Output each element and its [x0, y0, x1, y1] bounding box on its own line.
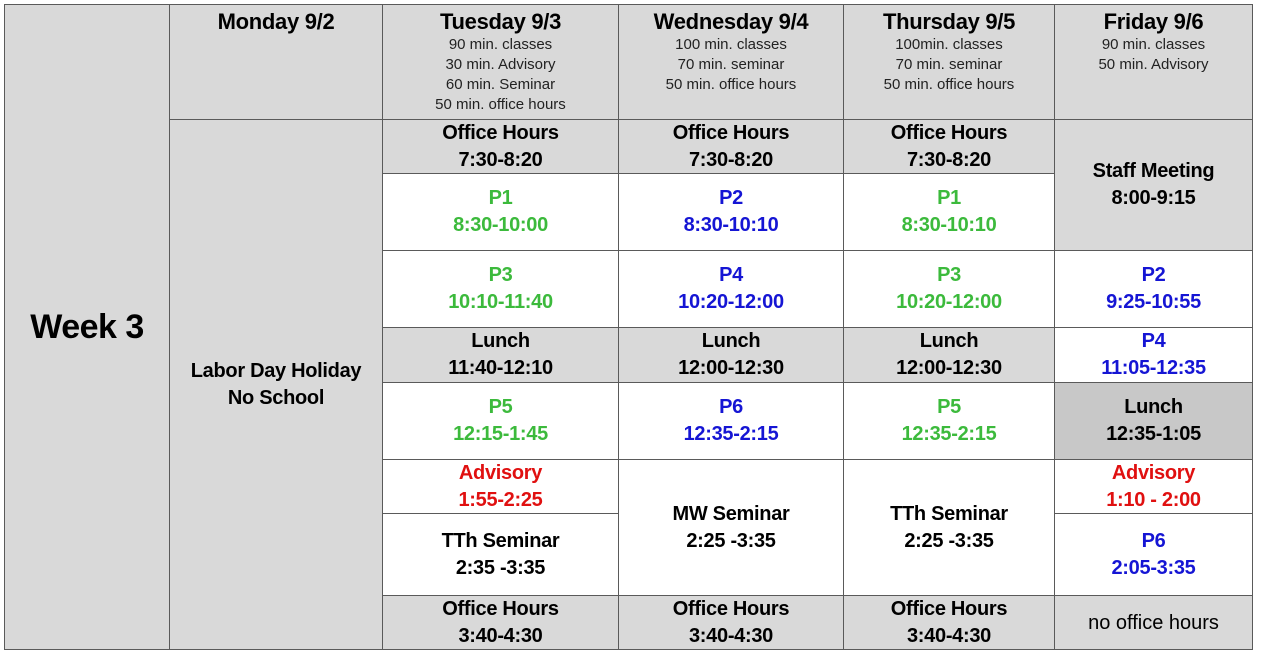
header-monday: [169, 4, 383, 120]
block-title: Lunch: [701, 330, 761, 352]
thursday-p5: [843, 382, 1055, 460]
block-title: P1: [488, 187, 513, 209]
block-title: Office Hours: [672, 121, 790, 144]
block-title: P5: [937, 396, 961, 418]
day-note: 50 min. Advisory: [1098, 56, 1209, 73]
day-note: 100min. classes: [895, 36, 1003, 53]
block-time: 11:05-12:35: [1101, 357, 1206, 379]
block-title: Office Hours: [442, 597, 559, 620]
wednesday-p6: [618, 382, 844, 460]
week-label: Week 3: [30, 307, 144, 346]
block-title: P2: [1141, 264, 1166, 286]
thursday-lunch: [843, 327, 1055, 383]
wednesday-office-hours-am: [618, 119, 844, 174]
wednesday-p2: [618, 173, 844, 251]
no-school-label: No School: [227, 386, 325, 409]
block-title: P2: [719, 187, 743, 209]
wednesday-p4: [618, 250, 844, 328]
wednesday-mw-seminar: [618, 459, 844, 596]
block-time: 8:30-10:10: [683, 214, 779, 236]
block-time: 3:40-4:30: [458, 624, 543, 647]
tuesday-office-hours-pm: [382, 595, 619, 650]
block-title: no office hours: [1088, 611, 1219, 634]
day-name: Thursday 9/5: [882, 9, 1016, 34]
day-name: Monday 9/2: [217, 9, 335, 34]
block-title: P4: [1141, 330, 1166, 352]
day-note: 90 min. classes: [1101, 36, 1206, 53]
day-note: 70 min. seminar: [895, 56, 1003, 73]
block-title: TTh Seminar: [441, 529, 560, 552]
block-time: 12:00-12:30: [678, 357, 784, 379]
header-tuesday: [382, 4, 619, 120]
day-note: 50 min. office hours: [435, 96, 566, 113]
block-title: Office Hours: [672, 597, 790, 620]
day-note: 60 min. Seminar: [445, 76, 556, 93]
tuesday-tth-seminar: [382, 513, 619, 596]
day-name: Friday 9/6: [1103, 9, 1204, 34]
block-title: P3: [937, 264, 961, 286]
monday-holiday-cell: [169, 119, 383, 650]
tuesday-office-hours-am: [382, 119, 619, 174]
header-wednesday: [618, 4, 844, 120]
friday-p6: [1054, 513, 1253, 596]
holiday-label: Labor Day Holiday: [190, 359, 362, 382]
tuesday-p1: [382, 173, 619, 251]
header-friday: [1054, 4, 1253, 120]
block-time: 12:35-2:15: [901, 423, 997, 445]
block-time: 8:30-10:10: [901, 214, 997, 236]
block-title: Advisory: [1111, 461, 1196, 484]
block-time: 10:10-11:40: [448, 291, 553, 313]
friday-staff-meeting: [1054, 119, 1253, 251]
day-note: 50 min. office hours: [883, 76, 1015, 93]
block-time: 12:15-1:45: [453, 423, 548, 445]
block-time: 1:10 - 2:00: [1106, 488, 1201, 511]
block-title: P1: [937, 187, 961, 209]
block-time: 2:25 -3:35: [904, 529, 994, 552]
block-title: Office Hours: [890, 597, 1008, 620]
friday-p4: [1054, 327, 1253, 383]
thursday-office-hours-am: [843, 119, 1055, 174]
block-time: 10:20-12:00: [896, 291, 1002, 313]
block-title: Lunch: [1124, 396, 1183, 418]
block-time: 12:35-2:15: [683, 423, 779, 445]
block-title: TTh Seminar: [890, 502, 1008, 525]
friday-advisory: [1054, 459, 1253, 514]
block-time: 3:40-4:30: [688, 624, 774, 647]
block-title: P4: [719, 264, 743, 286]
block-title: MW Seminar: [672, 502, 790, 525]
block-time: 9:25-10:55: [1106, 291, 1201, 313]
block-time: 3:40-4:30: [906, 624, 992, 647]
wednesday-lunch: [618, 327, 844, 383]
block-time: 12:35-1:05: [1106, 423, 1201, 445]
tuesday-advisory: [382, 459, 619, 514]
tuesday-p5: [382, 382, 619, 460]
header-thursday: [843, 4, 1055, 120]
block-time: 11:40-12:10: [448, 357, 553, 379]
block-time: 8:00-9:15: [1111, 187, 1196, 209]
block-time: 7:30-8:20: [906, 148, 992, 171]
block-time: 2:35 -3:35: [455, 556, 546, 579]
block-title: Lunch: [919, 330, 979, 352]
block-title: P6: [719, 396, 743, 418]
block-time: 10:20-12:00: [678, 291, 784, 313]
block-title: P6: [1141, 529, 1166, 552]
thursday-office-hours-pm: [843, 595, 1055, 650]
day-note: 30 min. Advisory: [445, 56, 556, 73]
block-title: Lunch: [471, 330, 530, 352]
day-name: Tuesday 9/3: [439, 9, 562, 34]
block-title: Office Hours: [442, 121, 559, 144]
friday-no-office-hours: [1054, 595, 1253, 650]
block-title: P3: [488, 264, 513, 286]
friday-p2: [1054, 250, 1253, 328]
block-time: 2:25 -3:35: [686, 529, 776, 552]
day-note: 90 min. classes: [448, 36, 553, 53]
block-time: 2:05-3:35: [1111, 556, 1196, 579]
wednesday-office-hours-pm: [618, 595, 844, 650]
block-title: P5: [488, 396, 513, 418]
block-time: 8:30-10:00: [453, 214, 548, 236]
thursday-p1: [843, 173, 1055, 251]
day-name: Wednesday 9/4: [653, 9, 809, 34]
day-note: 100 min. classes: [675, 36, 787, 53]
tuesday-p3: [382, 250, 619, 328]
block-time: 7:30-8:20: [458, 148, 543, 171]
friday-lunch: [1054, 382, 1253, 460]
block-title: Advisory: [458, 461, 543, 484]
tuesday-lunch: [382, 327, 619, 383]
thursday-p3: [843, 250, 1055, 328]
block-title: Staff Meeting: [1092, 160, 1215, 182]
block-time: 12:00-12:30: [896, 357, 1002, 379]
day-note: 50 min. office hours: [665, 76, 797, 93]
thursday-tth-seminar: [843, 459, 1055, 596]
day-note: 70 min. seminar: [677, 56, 785, 73]
block-time: 7:30-8:20: [688, 148, 774, 171]
block-time: 1:55-2:25: [458, 488, 543, 511]
block-title: Office Hours: [890, 121, 1008, 144]
week-label-cell: [4, 4, 170, 650]
